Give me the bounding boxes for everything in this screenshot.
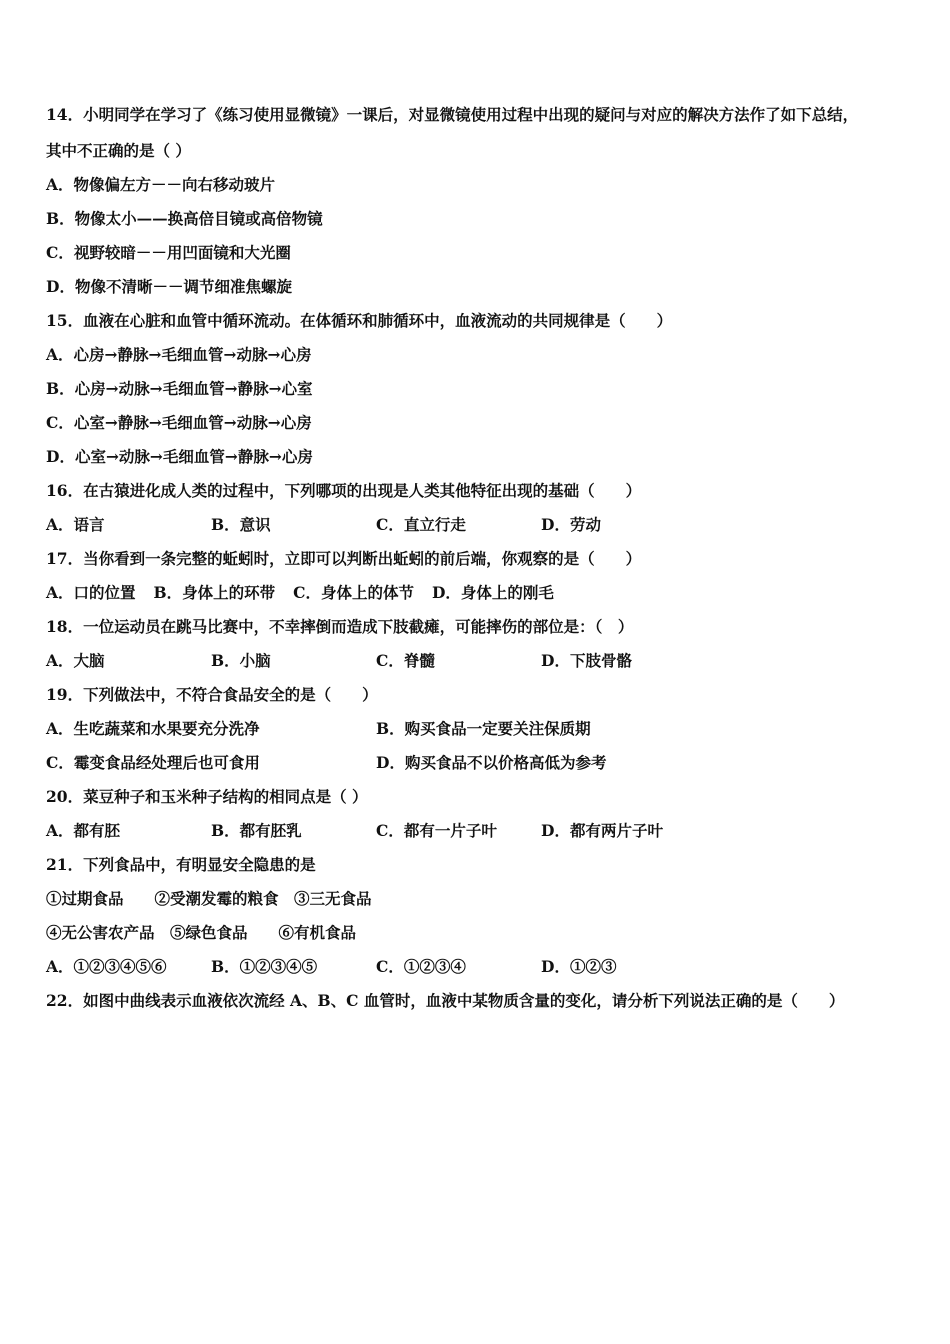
question-14-stem-line-2: 其中不正确的是（ ） xyxy=(46,141,191,160)
question-16-option-d: D．劳动 xyxy=(541,515,601,534)
question-21-items-line-1: ①过期食品 ②受潮发霉的粮食 ③三无食品 xyxy=(46,889,372,908)
question-20-options xyxy=(46,814,908,848)
question-22-stem: 22．如图中曲线表示血液依次流经 A、B、C 血管时，血液中某物质含量的变化，请分析下列说法正确的是（ ） xyxy=(46,991,845,1010)
question-20-option-d: D．都有两片子叶 xyxy=(541,821,663,840)
question-17-stem: 17．当你看到一条完整的蚯蚓时，立即可以判断出蚯蚓的前后端，你观察的是（ ） xyxy=(46,549,642,568)
question-19-stem: 19．下列做法中，不符合食品安全的是（ ） xyxy=(46,685,378,704)
question-15-stem: 15．血液在心脏和血管中循环流动。在体循环和肺循环中，血液流动的共同规律是（ ） xyxy=(46,311,673,330)
question-15-option-a: A．心房→静脉→毛细血管→动脉→心房 xyxy=(46,345,312,364)
question-18-option-c: C．脊髓 xyxy=(376,651,435,670)
question-19-options-row-2 xyxy=(46,746,908,780)
question-20-option-b: B．都有胚乳 xyxy=(211,821,302,840)
question-18-option-d: D．下肢骨骼 xyxy=(541,651,632,670)
question-18-option-b: B．小脑 xyxy=(211,651,271,670)
question-20-option-a: A．都有胚 xyxy=(46,821,121,840)
question-20-stem: 20．菜豆种子和玉米种子结构的相同点是（ ） xyxy=(46,787,368,806)
question-21-option-c: C．①②③④ xyxy=(376,957,466,976)
question-14-stem-line-1: 14．小明同学在学习了《练习使用显微镜》一课后，对显微镜使用过程中出现的疑问与对应的解决方法作了如下总结， xyxy=(46,105,859,124)
question-21-option-a: A．①②③④⑤⑥ xyxy=(46,957,167,976)
question-14-option-c: C．视野较暗－－用凹面镜和大光圈 xyxy=(46,243,291,262)
question-21-option-b: B．①②③④⑤ xyxy=(211,957,318,976)
question-17-option-a: A．口的位置 xyxy=(46,583,136,602)
question-16-option-a: A．语言 xyxy=(46,515,105,534)
question-16-option-c: C．直立行走 xyxy=(376,515,466,534)
question-16-option-b: B．意识 xyxy=(211,515,271,534)
question-19-options-row-1 xyxy=(46,712,908,746)
worksheet-page xyxy=(46,96,908,1018)
question-17-option-c: C．身体上的体节 xyxy=(293,583,414,602)
question-17-option-b: B．身体上的环带 xyxy=(153,583,276,602)
question-20-option-c: C．都有一片子叶 xyxy=(376,821,497,840)
question-16-stem: 16．在古猿进化成人类的过程中，下列哪项的出现是人类其他特征出现的基础（ ） xyxy=(46,481,642,500)
question-16-options xyxy=(46,508,908,542)
question-17-option-d: D．身体上的刚毛 xyxy=(431,583,554,602)
question-14-option-a: A．物像偏左方－－向右移动玻片 xyxy=(46,175,276,194)
question-19-option-c: C．霉变食品经处理后也可食用 xyxy=(46,753,260,772)
question-21-options xyxy=(46,950,908,984)
question-19-option-a: A．生吃蔬菜和水果要充分洗净 xyxy=(46,719,260,738)
question-21-option-d: D．①②③ xyxy=(541,957,617,976)
question-19-option-d: D．购买食品不以价格高低为参考 xyxy=(376,753,607,772)
question-18-stem: 18．一位运动员在跳马比赛中，不幸摔倒而造成下肢截瘫，可能摔伤的部位是：（ ） xyxy=(46,617,634,636)
question-14-option-b: B．物像太小——换高倍目镜或高倍物镜 xyxy=(46,209,323,228)
question-15-option-c: C．心室→静脉→毛细血管→动脉→心房 xyxy=(46,413,312,432)
question-19-option-b: B．购买食品一定要关注保质期 xyxy=(376,719,591,738)
question-21-stem: 21．下列食品中，有明显安全隐患的是 xyxy=(46,855,316,874)
question-17-options xyxy=(46,576,908,610)
question-18-option-a: A．大脑 xyxy=(46,651,105,670)
question-18-options xyxy=(46,644,908,678)
question-15-option-b: B．心房→动脉→毛细血管→静脉→心室 xyxy=(46,379,313,398)
question-15-option-d: D．心室→动脉→毛细血管→静脉→心房 xyxy=(46,447,313,466)
question-14-option-d: D．物像不清晰－－调节细准焦螺旋 xyxy=(46,277,292,296)
question-21-items-line-2: ④无公害农产品 ⑤绿色食品 ⑥有机食品 xyxy=(46,923,357,942)
